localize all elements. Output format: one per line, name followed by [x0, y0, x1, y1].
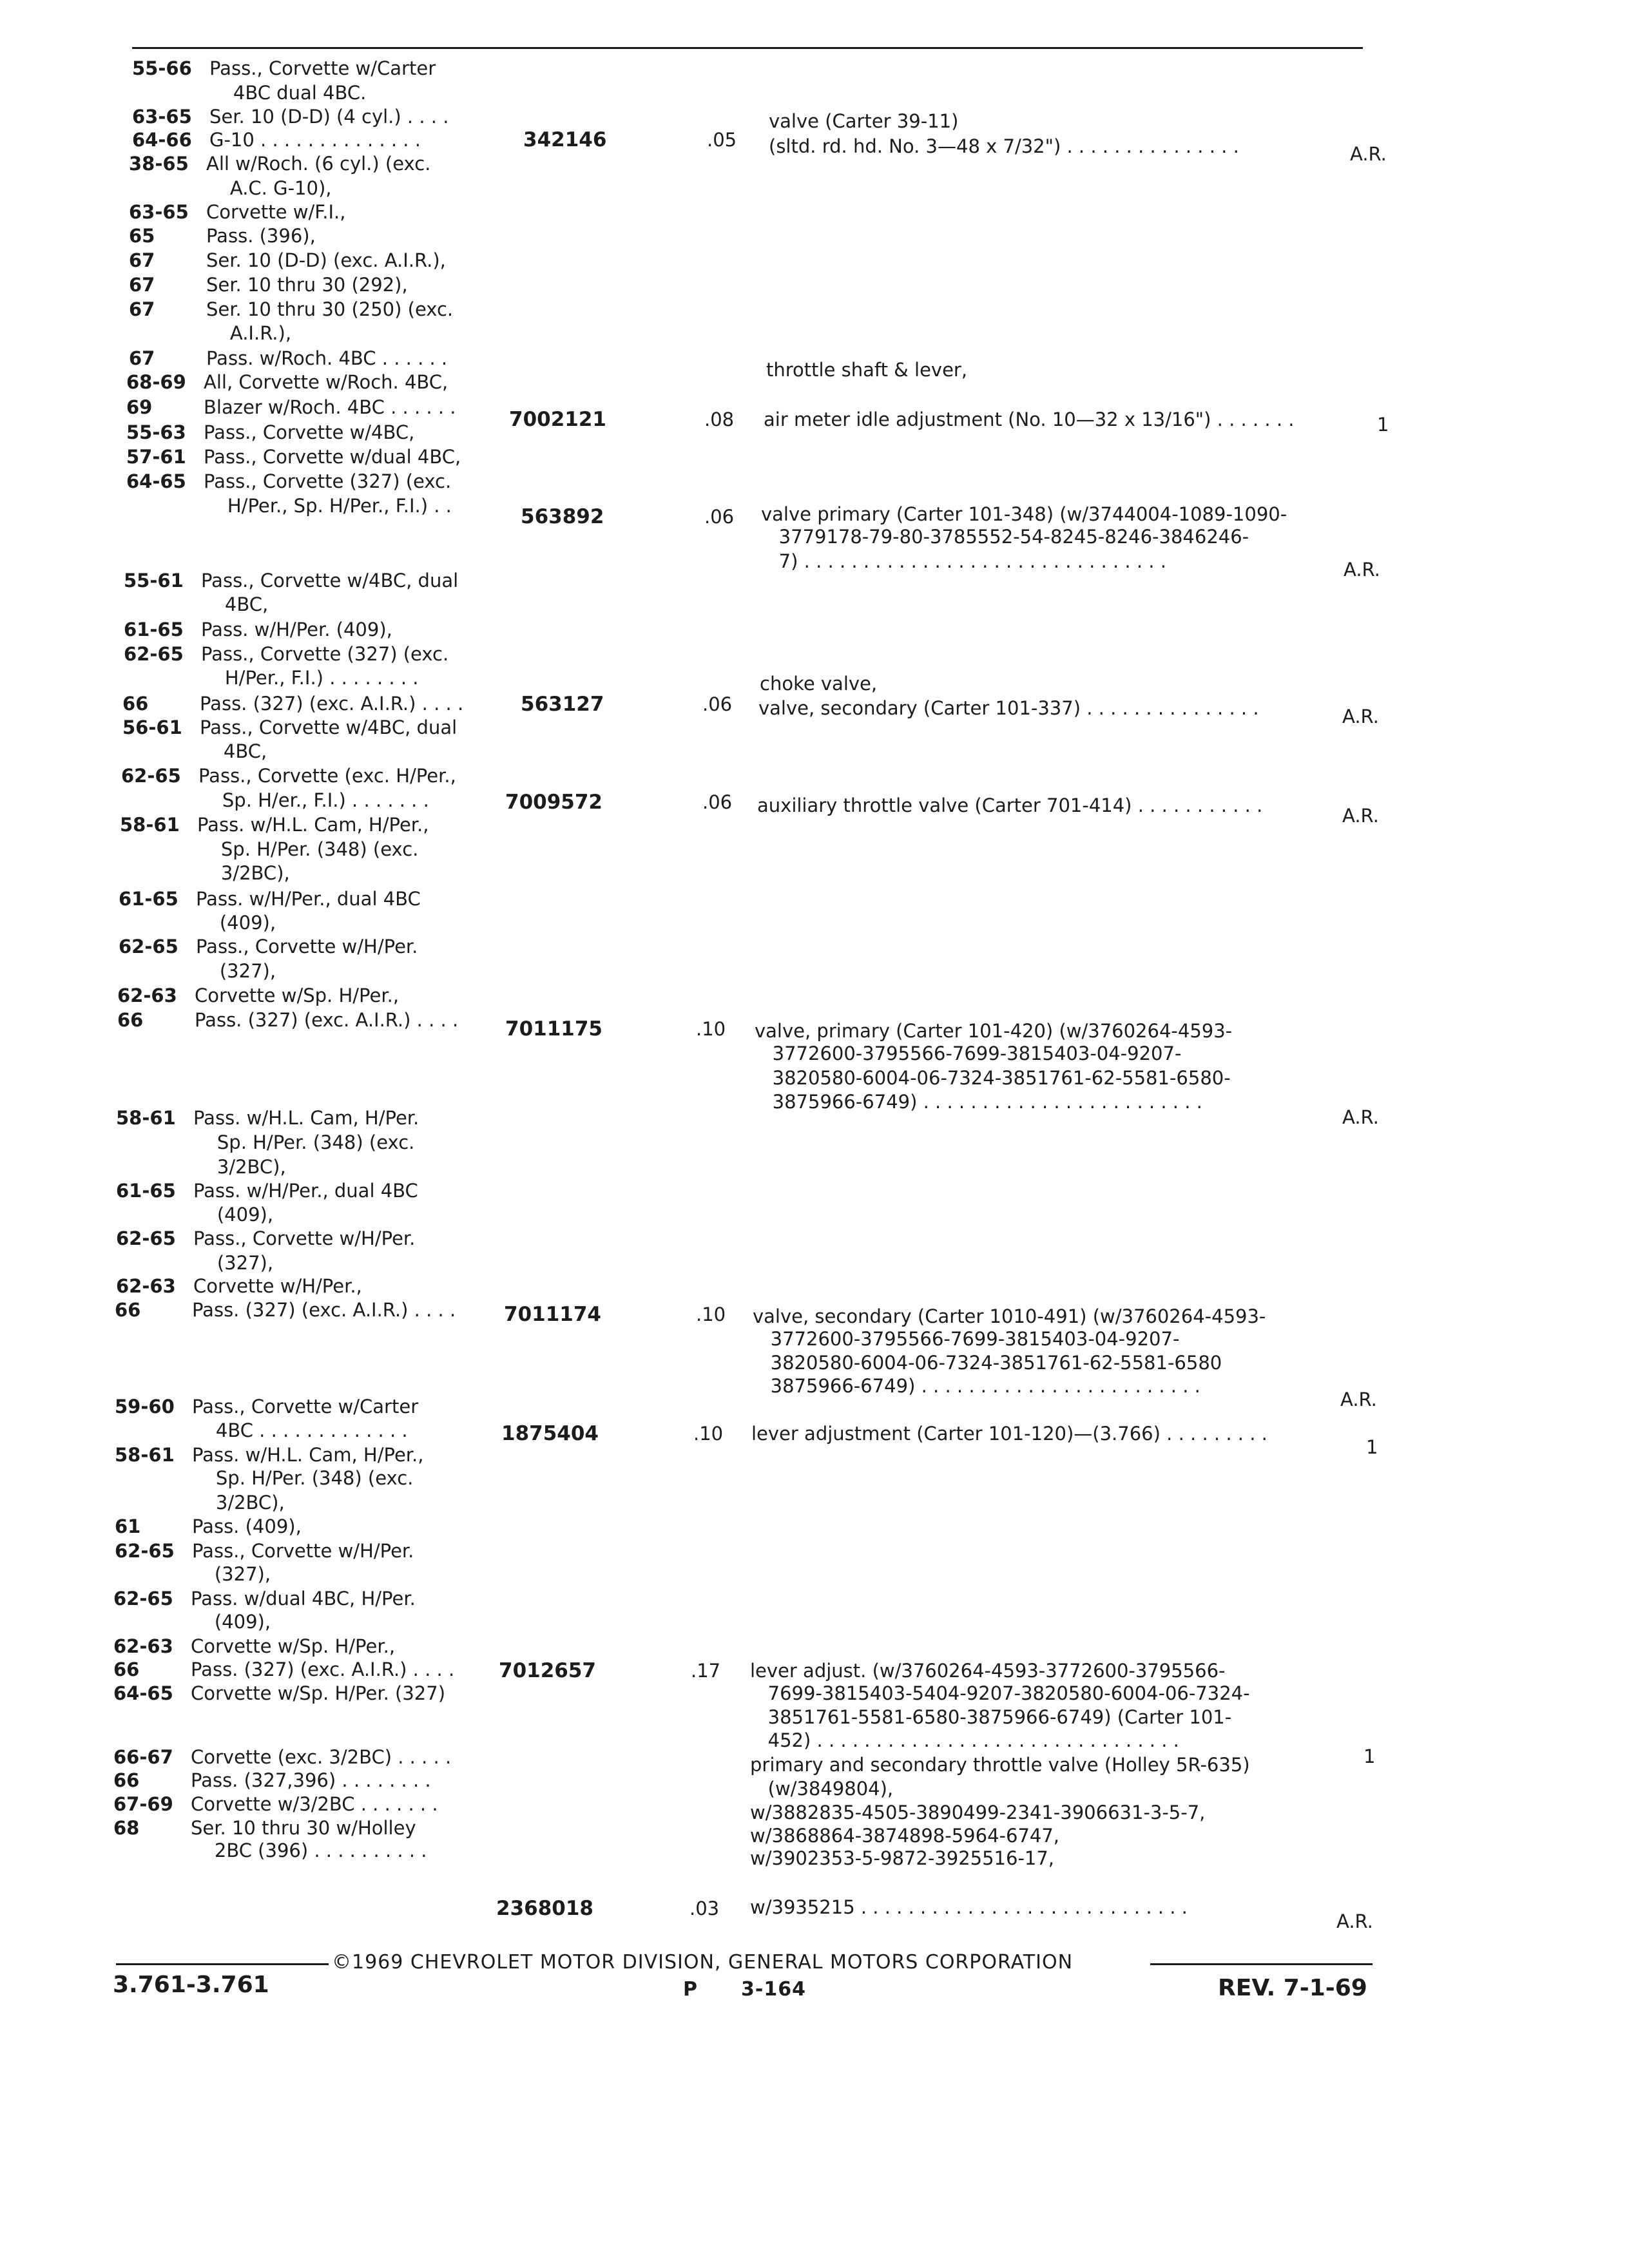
- model-years: 66: [117, 1009, 144, 1031]
- price: .06: [702, 693, 733, 715]
- footer-rule-left: [116, 1963, 329, 1965]
- application-text: Corvette w/Sp. H/Per.,: [191, 1635, 396, 1657]
- application-text: Corvette w/F.I.,: [206, 201, 346, 223]
- application-text: H/Per., F.I.) . . . . . . . .: [201, 667, 419, 689]
- model-years: 66: [115, 1299, 141, 1321]
- application-text: Corvette w/3/2BC . . . . . . .: [191, 1793, 438, 1815]
- application-text: All w/Roch. (6 cyl.) (exc.: [206, 153, 431, 175]
- application-text: Pass., Corvette w/dual 4BC,: [204, 446, 461, 468]
- application-text: Sp. H/Per. (348) (exc.: [197, 838, 419, 860]
- part-number: 563127: [521, 693, 604, 716]
- description-line: 3772600-3795566-7699-3815403-04-9207-: [755, 1043, 1182, 1064]
- application-text: Pass. w/H/Per., dual 4BC: [196, 888, 421, 910]
- quantity: A.R.: [1350, 143, 1387, 165]
- application-text: (409),: [196, 912, 276, 934]
- part-number: 7002121: [509, 408, 606, 431]
- description-line: valve primary (Carter 101-348) (w/3744004-1089-1090-: [761, 503, 1287, 525]
- application-text: 4BC,: [201, 593, 269, 615]
- application-text: Ser. 10 thru 30 w/Holley: [191, 1817, 416, 1839]
- application-text: Pass., Corvette (exc. H/Per.,: [198, 765, 456, 787]
- model-years: 58-61: [115, 1444, 175, 1466]
- description-line: 3875966-6749) . . . . . . . . . . . . . . . . . . . . . . . .: [755, 1091, 1202, 1113]
- description-line: 3820580-6004-06-7324-3851761-62-5581-6580-: [755, 1067, 1231, 1089]
- description-line: valve, secondary (Carter 101-337) . . . . . . . . . . . . . . .: [758, 697, 1259, 719]
- model-years: 61-65: [119, 888, 178, 910]
- description-line: 3772600-3795566-7699-3815403-04-9207-: [753, 1328, 1180, 1350]
- model-years: 57-61: [126, 446, 186, 468]
- model-years: 62-63: [113, 1635, 173, 1657]
- quantity: A.R.: [1342, 1106, 1379, 1128]
- model-years: 58-61: [116, 1107, 176, 1129]
- application-text: 4BC dual 4BC.: [209, 82, 367, 104]
- description-line: lever adjustment (Carter 101-120)—(3.766) . . . . . . . . .: [751, 1423, 1268, 1445]
- part-number: 7011175: [505, 1017, 602, 1041]
- footer-rule-right: [1150, 1963, 1373, 1965]
- part-number: 7009572: [505, 791, 602, 814]
- application-text: Pass., Corvette w/H/Per.: [193, 1227, 416, 1249]
- model-years: 58-61: [120, 814, 180, 836]
- application-text: Pass. (396),: [206, 225, 316, 247]
- section-number: 3.761-3.761: [113, 1972, 269, 1998]
- model-years: 66: [113, 1658, 140, 1680]
- description-line: w/3902353-5-9872-3925516-17,: [750, 1847, 1055, 1869]
- quantity: 1: [1377, 414, 1389, 436]
- application-text: Pass. (327) (exc. A.I.R.) . . . .: [192, 1299, 456, 1321]
- quantity: 1: [1366, 1436, 1378, 1458]
- application-text: 3/2BC),: [192, 1492, 285, 1514]
- application-text: Pass., Corvette w/4BC,: [204, 421, 415, 443]
- description-line: 7699-3815403-5404-9207-3820580-6004-06-7324-: [750, 1682, 1250, 1704]
- price: .06: [704, 506, 735, 528]
- application-text: Blazer w/Roch. 4BC . . . . . .: [204, 396, 456, 418]
- application-text: Pass., Corvette w/4BC, dual: [201, 570, 459, 591]
- model-years: 68: [113, 1817, 140, 1839]
- quantity: A.R.: [1342, 706, 1379, 727]
- description-line: choke valve,: [760, 673, 878, 695]
- model-years: 66-67: [113, 1746, 173, 1768]
- quantity: 1: [1364, 1745, 1376, 1767]
- application-text: Pass. w/H/Per. (409),: [201, 619, 392, 640]
- page-number: 3-164: [741, 1978, 806, 2001]
- application-text: Corvette (exc. 3/2BC) . . . . .: [191, 1746, 452, 1768]
- application-text: Pass. (327) (exc. A.I.R.) . . . .: [191, 1658, 455, 1680]
- description-line: w/3935215 . . . . . . . . . . . . . . . . . . . . . . . . . . . .: [750, 1896, 1188, 1918]
- price: .03: [689, 1898, 720, 1919]
- application-text: Pass., Corvette (327) (exc.: [201, 643, 449, 665]
- revision-date: REV. 7-1-69: [1218, 1975, 1367, 2001]
- description-line: 3820580-6004-06-7324-3851761-62-5581-6580: [753, 1352, 1222, 1374]
- model-years: 67: [129, 249, 155, 271]
- part-number: 7012657: [499, 1659, 596, 1682]
- part-number: 2368018: [496, 1897, 593, 1920]
- description-line: 3851761-5581-6580-3875966-6749) (Carter 101-: [750, 1706, 1232, 1728]
- application-text: Sp. H/Per. (348) (exc.: [193, 1131, 415, 1153]
- application-text: Pass., Corvette w/H/Per.: [196, 936, 418, 957]
- application-text: (409),: [193, 1204, 274, 1225]
- application-text: (409),: [191, 1611, 271, 1633]
- model-years: 55-66: [132, 57, 192, 79]
- description-line: valve (Carter 39-11): [769, 110, 959, 132]
- model-years: 62-65: [115, 1540, 175, 1562]
- application-text: Pass. w/H.L. Cam, H/Per.: [193, 1107, 419, 1129]
- application-text: Pass. (409),: [192, 1515, 302, 1537]
- application-text: (327),: [193, 1252, 274, 1274]
- model-years: 62-65: [121, 765, 181, 787]
- price: .10: [693, 1423, 724, 1445]
- description-line: 452) . . . . . . . . . . . . . . . . . . . . . . . . . . . . . . .: [750, 1729, 1179, 1751]
- price: .10: [696, 1303, 726, 1325]
- model-years: 62-65: [116, 1227, 176, 1249]
- part-number: 563892: [521, 505, 604, 528]
- description-line: 3779178-79-80-3785552-54-8245-8246-3846246-: [761, 526, 1249, 548]
- model-years: 59-60: [115, 1396, 175, 1418]
- application-text: Pass. (327,396) . . . . . . . .: [191, 1769, 431, 1791]
- application-text: Pass. w/H.L. Cam, H/Per.,: [197, 814, 429, 836]
- description-line: w/3882835-4505-3890499-2341-3906631-3-5-7,: [750, 1802, 1206, 1823]
- application-text: Pass. w/H/Per., dual 4BC: [193, 1180, 418, 1202]
- quantity: A.R.: [1342, 805, 1379, 827]
- application-text: Pass., Corvette w/Carter: [209, 57, 436, 79]
- description-line: lever adjust. (w/3760264-4593-3772600-3795566-: [750, 1660, 1226, 1682]
- description-line: (w/3849804),: [750, 1778, 894, 1800]
- model-years: 65: [129, 225, 155, 247]
- footer-copyright: ©1969 CHEVROLET MOTOR DIVISION, GENERAL MOTORS CORPORATION: [332, 1951, 1074, 1974]
- application-text: 3/2BC),: [197, 862, 290, 884]
- application-text: 4BC . . . . . . . . . . . . .: [192, 1419, 408, 1441]
- part-number: 1875404: [501, 1422, 599, 1445]
- application-text: Corvette w/Sp. H/Per. (327): [191, 1682, 446, 1704]
- model-years: 62-65: [113, 1588, 173, 1610]
- part-number: 342146: [523, 128, 607, 151]
- model-years: 68-69: [126, 371, 186, 393]
- application-text: Pass., Corvette (327) (exc.: [204, 470, 452, 492]
- application-text: Ser. 10 (D-D) (exc. A.I.R.),: [206, 249, 446, 271]
- model-years: 67: [129, 298, 155, 320]
- model-years: 56-61: [122, 716, 182, 738]
- part-number: 7011174: [504, 1303, 601, 1326]
- application-text: Pass., Corvette w/4BC, dual: [200, 716, 458, 738]
- model-years: 61-65: [124, 619, 184, 640]
- description-line: (sltd. rd. hd. No. 3—48 x 7/32") . . . . . . . . . . . . . . .: [769, 135, 1239, 157]
- model-years: 61: [115, 1515, 141, 1537]
- description-line: 7) . . . . . . . . . . . . . . . . . . . . . . . . . . . . . . .: [761, 550, 1166, 572]
- model-years: 62-65: [124, 643, 184, 665]
- application-text: Pass. (327) (exc. A.I.R.) . . . .: [195, 1009, 459, 1031]
- application-text: 4BC,: [200, 740, 267, 762]
- application-text: Pass., Corvette w/H/Per.: [192, 1540, 414, 1562]
- application-text: Sp. H/Per. (348) (exc.: [192, 1467, 414, 1489]
- model-years: 62-63: [116, 1275, 176, 1297]
- application-text: (327),: [196, 960, 276, 982]
- application-text: Ser. 10 thru 30 (292),: [206, 274, 408, 296]
- price: .05: [707, 129, 737, 151]
- description-line: auxiliary throttle valve (Carter 701-414) . . . . . . . . . . .: [757, 794, 1263, 816]
- model-years: 38-65: [129, 153, 189, 175]
- price: .06: [702, 791, 733, 813]
- model-years: 69: [126, 396, 153, 418]
- model-years: 67-69: [113, 1793, 173, 1815]
- top-rule: [132, 47, 1363, 49]
- description-line: 3875966-6749) . . . . . . . . . . . . . . . . . . . . . . . .: [753, 1375, 1200, 1397]
- application-text: Pass. w/Roch. 4BC . . . . . .: [206, 347, 448, 369]
- model-years: 61-65: [116, 1180, 176, 1202]
- application-text: Pass. w/H.L. Cam, H/Per.,: [192, 1444, 424, 1466]
- application-text: Pass., Corvette w/Carter: [192, 1396, 419, 1418]
- description-line: valve, secondary (Carter 1010-491) (w/3760264-4593-: [753, 1305, 1266, 1327]
- application-text: Ser. 10 (D-D) (4 cyl.) . . . .: [209, 106, 449, 128]
- application-text: 3/2BC),: [193, 1156, 286, 1178]
- quantity: A.R.: [1344, 559, 1380, 581]
- description-line: air meter idle adjustment (No. 10—32 x 13/16") . . . . . . .: [764, 408, 1295, 430]
- application-text: H/Per., Sp. H/Per., F.I.) . .: [204, 495, 452, 517]
- price: .10: [696, 1018, 726, 1040]
- model-years: 62-63: [117, 985, 177, 1006]
- price: .17: [691, 1660, 721, 1682]
- model-years: 64-65: [126, 470, 186, 492]
- model-years: 62-65: [119, 936, 178, 957]
- description-line: primary and secondary throttle valve (Holley 5R-635): [750, 1754, 1250, 1776]
- model-years: 63-65: [129, 201, 189, 223]
- application-text: Corvette w/H/Per.,: [193, 1275, 362, 1297]
- model-years: 64-66: [132, 129, 192, 151]
- application-text: (327),: [191, 1563, 271, 1585]
- model-years: 63-65: [132, 106, 192, 128]
- application-text: A.I.R.),: [206, 322, 292, 344]
- application-text: Pass. w/dual 4BC, H/Per.: [191, 1588, 416, 1610]
- application-text: Ser. 10 thru 30 (250) (exc.: [206, 298, 454, 320]
- model-years: 55-61: [124, 570, 184, 591]
- model-years: 64-65: [113, 1682, 173, 1704]
- description-line: throttle shaft & lever,: [766, 359, 968, 381]
- application-text: Corvette w/Sp. H/Per.,: [195, 985, 400, 1006]
- description-line: w/3868864-3874898-5964-6747,: [750, 1825, 1060, 1847]
- application-text: A.C. G-10),: [206, 177, 332, 199]
- model-years: 66: [113, 1769, 140, 1791]
- application-text: Sp. H/er., F.I.) . . . . . . .: [198, 789, 429, 811]
- quantity: A.R.: [1336, 1910, 1373, 1932]
- model-years: 67: [129, 274, 155, 296]
- model-years: 66: [122, 693, 149, 715]
- model-years: 67: [129, 347, 155, 369]
- description-line: valve, primary (Carter 101-420) (w/3760264-4593-: [755, 1020, 1233, 1042]
- model-years: 55-63: [126, 421, 186, 443]
- application-text: Pass. (327) (exc. A.I.R.) . . . .: [200, 693, 464, 715]
- application-text: G-10 . . . . . . . . . . . . . .: [209, 129, 421, 151]
- quantity: A.R.: [1340, 1389, 1377, 1410]
- application-text: All, Corvette w/Roch. 4BC,: [204, 371, 448, 393]
- application-text: 2BC (396) . . . . . . . . . .: [191, 1840, 427, 1861]
- price: .08: [704, 408, 735, 430]
- page-letter: P: [683, 1978, 698, 2001]
